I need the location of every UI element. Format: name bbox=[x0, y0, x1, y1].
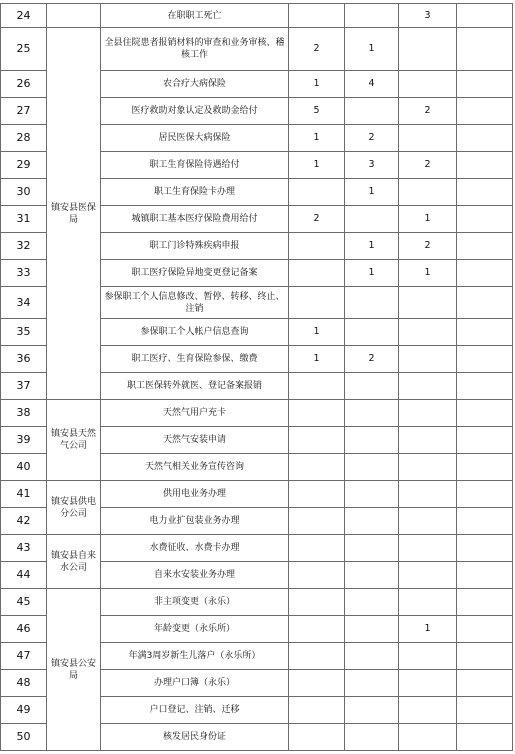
blank-cell bbox=[457, 125, 513, 152]
count-v2 bbox=[345, 481, 399, 508]
row-number: 35 bbox=[1, 319, 47, 346]
count-v3 bbox=[399, 454, 457, 481]
row-number: 26 bbox=[1, 71, 47, 98]
count-v2: 3 bbox=[345, 152, 399, 179]
count-v3 bbox=[399, 508, 457, 535]
department-cell: 镇安县医保局 bbox=[47, 28, 101, 400]
row-number: 37 bbox=[1, 373, 47, 400]
count-v1 bbox=[289, 400, 345, 427]
service-item: 年满3周岁新生儿落户（永乐所） bbox=[101, 643, 289, 670]
row-number: 45 bbox=[1, 589, 47, 616]
table-row bbox=[1, 481, 513, 508]
count-v3 bbox=[399, 179, 457, 206]
count-v3 bbox=[399, 481, 457, 508]
count-v2: 1 bbox=[345, 260, 399, 287]
count-v1: 5 bbox=[289, 98, 345, 125]
count-v1 bbox=[289, 643, 345, 670]
count-v2: 2 bbox=[345, 125, 399, 152]
blank-cell bbox=[457, 400, 513, 427]
service-item: 年龄变更（永乐所） bbox=[101, 616, 289, 643]
count-v2: 1 bbox=[345, 179, 399, 206]
count-v2 bbox=[345, 206, 399, 233]
row-number: 39 bbox=[1, 427, 47, 454]
count-v2 bbox=[345, 643, 399, 670]
table-row bbox=[1, 4, 513, 28]
service-item: 办理户口簿（永乐） bbox=[101, 670, 289, 697]
row-number: 50 bbox=[1, 724, 47, 751]
blank-cell bbox=[457, 4, 513, 28]
table-row bbox=[1, 400, 513, 427]
service-items-table bbox=[0, 3, 513, 751]
count-v1: 2 bbox=[289, 28, 345, 71]
table-row bbox=[1, 535, 513, 562]
count-v1 bbox=[289, 454, 345, 481]
count-v1 bbox=[289, 670, 345, 697]
count-v1 bbox=[289, 4, 345, 28]
count-v1: 1 bbox=[289, 346, 345, 373]
count-v3: 2 bbox=[399, 233, 457, 260]
count-v1 bbox=[289, 481, 345, 508]
count-v1: 1 bbox=[289, 152, 345, 179]
count-v1: 1 bbox=[289, 319, 345, 346]
service-item: 居民医保大病保险 bbox=[101, 125, 289, 152]
blank-cell bbox=[457, 535, 513, 562]
service-item: 天然气安装申请 bbox=[101, 427, 289, 454]
row-number: 47 bbox=[1, 643, 47, 670]
department-cell bbox=[47, 4, 101, 28]
count-v2: 4 bbox=[345, 71, 399, 98]
blank-cell bbox=[457, 562, 513, 589]
count-v3 bbox=[399, 125, 457, 152]
row-number: 43 bbox=[1, 535, 47, 562]
count-v1 bbox=[289, 562, 345, 589]
count-v3 bbox=[399, 535, 457, 562]
row-number: 34 bbox=[1, 287, 47, 319]
row-number: 32 bbox=[1, 233, 47, 260]
count-v2 bbox=[345, 400, 399, 427]
blank-cell bbox=[457, 373, 513, 400]
department-cell: 镇安县自来水公司 bbox=[47, 535, 101, 589]
count-v3 bbox=[399, 589, 457, 616]
service-item: 职工医保转外就医、登记备案报销 bbox=[101, 373, 289, 400]
service-item: 在职职工死亡 bbox=[101, 4, 289, 28]
count-v1 bbox=[289, 589, 345, 616]
count-v3: 2 bbox=[399, 98, 457, 125]
count-v2: 1 bbox=[345, 28, 399, 71]
blank-cell bbox=[457, 697, 513, 724]
blank-cell bbox=[457, 319, 513, 346]
service-item: 天然气相关业务宣传咨询 bbox=[101, 454, 289, 481]
blank-cell bbox=[457, 427, 513, 454]
department-cell: 镇安县供电分公司 bbox=[47, 481, 101, 535]
blank-cell bbox=[457, 346, 513, 373]
count-v1 bbox=[289, 508, 345, 535]
row-number: 41 bbox=[1, 481, 47, 508]
service-item: 医疗救助对象认定及救助金给付 bbox=[101, 98, 289, 125]
count-v2 bbox=[345, 724, 399, 751]
service-item: 职工生育保险待遇给付 bbox=[101, 152, 289, 179]
count-v2 bbox=[345, 98, 399, 125]
row-number: 28 bbox=[1, 125, 47, 152]
row-number: 25 bbox=[1, 28, 47, 71]
count-v3: 3 bbox=[399, 4, 457, 28]
service-item: 农合疗大病保险 bbox=[101, 71, 289, 98]
count-v2 bbox=[345, 697, 399, 724]
service-item: 电力业扩包装业务办理 bbox=[101, 508, 289, 535]
count-v2 bbox=[345, 616, 399, 643]
row-number: 46 bbox=[1, 616, 47, 643]
count-v1 bbox=[289, 373, 345, 400]
blank-cell bbox=[457, 152, 513, 179]
blank-cell bbox=[457, 179, 513, 206]
blank-cell bbox=[457, 287, 513, 319]
count-v2 bbox=[345, 373, 399, 400]
row-number: 30 bbox=[1, 179, 47, 206]
count-v3 bbox=[399, 287, 457, 319]
row-number: 48 bbox=[1, 670, 47, 697]
department-cell: 镇安县公安局 bbox=[47, 589, 101, 751]
count-v1 bbox=[289, 616, 345, 643]
count-v1: 2 bbox=[289, 206, 345, 233]
row-number: 31 bbox=[1, 206, 47, 233]
count-v2 bbox=[345, 535, 399, 562]
department-cell: 镇安县天然气公司 bbox=[47, 400, 101, 481]
blank-cell bbox=[457, 233, 513, 260]
count-v2 bbox=[345, 670, 399, 697]
count-v3: 1 bbox=[399, 206, 457, 233]
service-item: 天然气用户充卡 bbox=[101, 400, 289, 427]
count-v2: 2 bbox=[345, 346, 399, 373]
service-item: 水费征收、水费卡办理 bbox=[101, 535, 289, 562]
count-v1 bbox=[289, 179, 345, 206]
count-v2: 1 bbox=[345, 233, 399, 260]
table-row bbox=[1, 28, 513, 71]
count-v2 bbox=[345, 4, 399, 28]
blank-cell bbox=[457, 616, 513, 643]
blank-cell bbox=[457, 670, 513, 697]
count-v1 bbox=[289, 233, 345, 260]
row-number: 33 bbox=[1, 260, 47, 287]
row-number: 44 bbox=[1, 562, 47, 589]
count-v3 bbox=[399, 319, 457, 346]
count-v1: 1 bbox=[289, 71, 345, 98]
blank-cell bbox=[457, 71, 513, 98]
count-v2 bbox=[345, 287, 399, 319]
count-v3 bbox=[399, 643, 457, 670]
count-v3 bbox=[399, 373, 457, 400]
count-v3 bbox=[399, 346, 457, 373]
count-v3: 1 bbox=[399, 616, 457, 643]
blank-cell bbox=[457, 481, 513, 508]
service-item: 自来水安装业务办理 bbox=[101, 562, 289, 589]
count-v2 bbox=[345, 562, 399, 589]
service-item: 职工生育保险卡办理 bbox=[101, 179, 289, 206]
service-item: 职工门诊特殊疾病申报 bbox=[101, 233, 289, 260]
count-v1 bbox=[289, 287, 345, 319]
count-v2 bbox=[345, 589, 399, 616]
blank-cell bbox=[457, 454, 513, 481]
row-number: 27 bbox=[1, 98, 47, 125]
row-number: 49 bbox=[1, 697, 47, 724]
row-number: 24 bbox=[1, 4, 47, 28]
blank-cell bbox=[457, 643, 513, 670]
blank-cell bbox=[457, 589, 513, 616]
count-v1 bbox=[289, 260, 345, 287]
row-number: 42 bbox=[1, 508, 47, 535]
count-v3 bbox=[399, 28, 457, 71]
service-item: 户口登记、注销、迁移 bbox=[101, 697, 289, 724]
row-number: 40 bbox=[1, 454, 47, 481]
service-item: 供用电业务办理 bbox=[101, 481, 289, 508]
service-item: 全县住院患者报销材料的审查和业务审核、稽核工作 bbox=[101, 28, 289, 71]
count-v2 bbox=[345, 319, 399, 346]
count-v3: 2 bbox=[399, 152, 457, 179]
blank-cell bbox=[457, 28, 513, 71]
service-item: 参保职工个人帐户信息查询 bbox=[101, 319, 289, 346]
blank-cell bbox=[457, 724, 513, 751]
count-v1: 1 bbox=[289, 125, 345, 152]
service-item: 职工医疗保险异地变更登记备案 bbox=[101, 260, 289, 287]
count-v3 bbox=[399, 697, 457, 724]
service-item: 非主项变更（永乐） bbox=[101, 589, 289, 616]
count-v2 bbox=[345, 427, 399, 454]
count-v1 bbox=[289, 535, 345, 562]
count-v2 bbox=[345, 454, 399, 481]
service-item: 参保职工个人信息修改、暂停、转移、终止、注销 bbox=[101, 287, 289, 319]
count-v3 bbox=[399, 71, 457, 98]
count-v1 bbox=[289, 724, 345, 751]
count-v1 bbox=[289, 697, 345, 724]
count-v3: 1 bbox=[399, 260, 457, 287]
count-v2 bbox=[345, 508, 399, 535]
row-number: 29 bbox=[1, 152, 47, 179]
count-v3 bbox=[399, 670, 457, 697]
blank-cell bbox=[457, 508, 513, 535]
table-row bbox=[1, 589, 513, 616]
service-item: 核发居民身份证 bbox=[101, 724, 289, 751]
count-v3 bbox=[399, 562, 457, 589]
row-number: 36 bbox=[1, 346, 47, 373]
service-item: 城镇职工基本医疗保险费用给付 bbox=[101, 206, 289, 233]
blank-cell bbox=[457, 98, 513, 125]
count-v3 bbox=[399, 400, 457, 427]
row-number: 38 bbox=[1, 400, 47, 427]
blank-cell bbox=[457, 260, 513, 287]
blank-cell bbox=[457, 206, 513, 233]
service-item: 职工医疗、生育保险参保、缴费 bbox=[101, 346, 289, 373]
count-v3 bbox=[399, 724, 457, 751]
count-v3 bbox=[399, 427, 457, 454]
count-v1 bbox=[289, 427, 345, 454]
